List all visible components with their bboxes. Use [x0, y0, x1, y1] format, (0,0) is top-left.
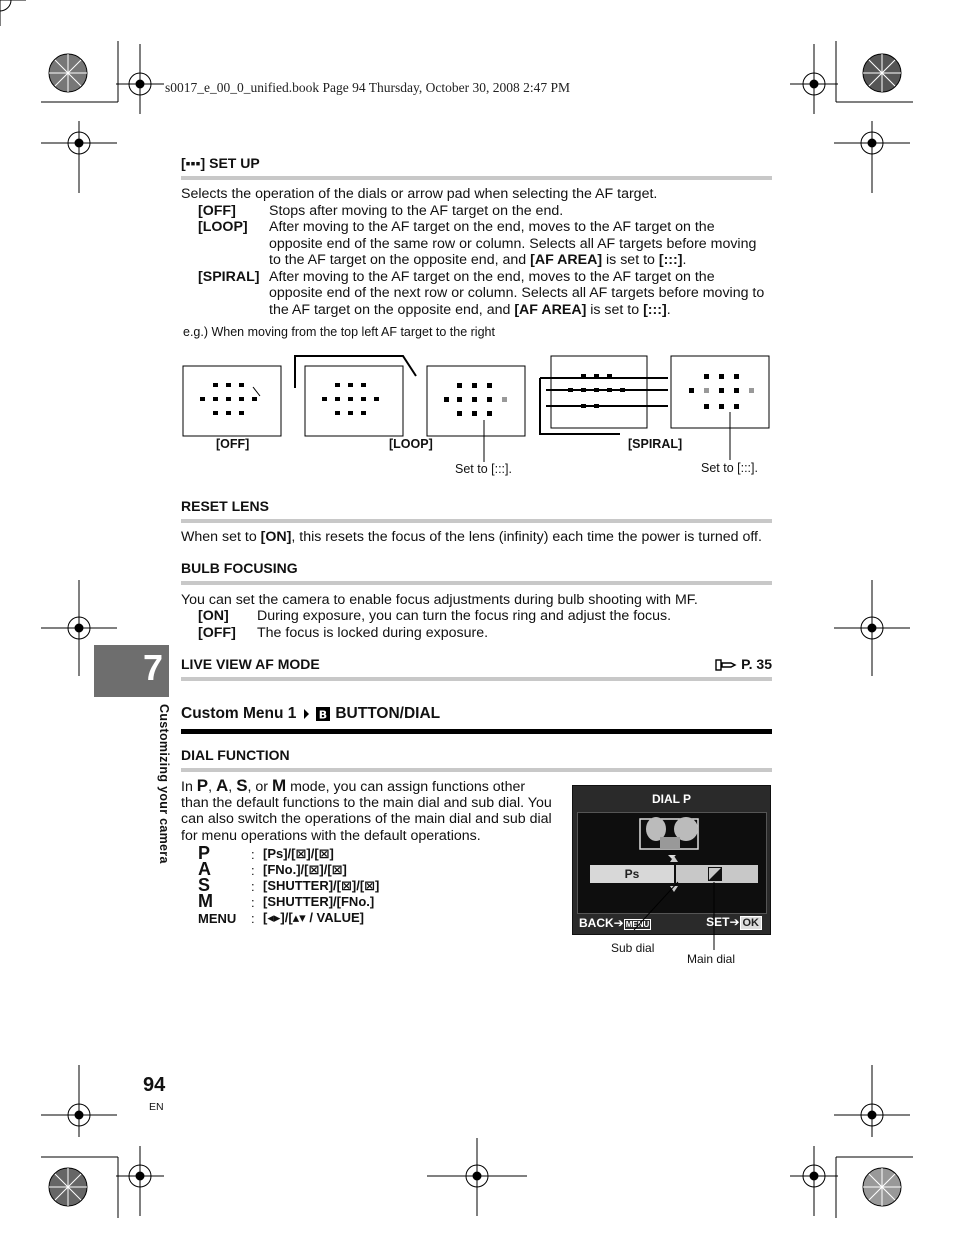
text: When set to: [181, 529, 261, 545]
mode-value: [SHUTTER]/[FNo.]: [263, 894, 375, 909]
bulb-focusing-title: BULB FOCUSING: [181, 560, 298, 576]
off-diagram-frame: [183, 366, 281, 436]
diagram-loop-label: [LOOP]: [389, 437, 433, 451]
menu-icon: MENU: [625, 920, 650, 929]
bulb-off-term: [OFF]: [198, 625, 236, 641]
loop-right-targets: [444, 383, 507, 416]
bulb-on-term: [ON]: [198, 608, 229, 624]
af-area-term: [AF AREA]: [514, 302, 587, 318]
text: , or: [247, 779, 272, 795]
setup-intro: Selects the operation of the dials or arrow pad when selecting the AF target.: [181, 186, 658, 202]
mode-m: M: [271, 776, 287, 795]
dial-line3: can also switch the operations of the main dial and sub dial: [181, 811, 552, 827]
loop-arrow-path: [295, 356, 416, 388]
svg-text:B: B: [318, 708, 328, 722]
dial-line4: for menu operations with the default operations.: [181, 828, 481, 844]
up-arrow-icon: [670, 856, 678, 862]
text: mode, you can assign functions other: [286, 779, 526, 795]
screen-back: BACK➔ MENU: [579, 916, 650, 930]
reset-lens-text: [181, 529, 762, 546]
text: .: [682, 252, 687, 268]
set-to-note-1: Set to [:::].: [455, 462, 512, 476]
af-target-icon: [▪▪▪]: [181, 155, 206, 171]
heading-bar: [181, 677, 772, 681]
diagram-spiral-label: [SPIRAL]: [628, 437, 683, 451]
heading-bar: [181, 519, 772, 523]
mode-colon: :: [251, 911, 255, 926]
text: the AF target on the opposite end, and: [269, 302, 515, 318]
screen-set: SET➔ OK: [706, 915, 762, 930]
main-dial-label: Main dial: [687, 952, 736, 966]
text: , this resets the focus of the lens (infinity) each time the power is turned off.: [291, 529, 762, 545]
custom-menu-title: Custom Menu 1: [181, 705, 297, 722]
diagram-off-label: [OFF]: [216, 437, 250, 451]
setup-loop-line1: After moving to the AF target on the end, moves to the AF target on the: [269, 219, 715, 235]
text: ,: [228, 779, 237, 795]
exposure-comp-icon: [708, 867, 722, 881]
mode-s: S: [236, 776, 248, 795]
loop-leader-line: [482, 420, 486, 462]
bulb-intro: You can set the camera to enable focus adjustments during bulb shooting with MF.: [181, 592, 698, 608]
example-caption: e.g.) When moving from the top left AF target to the right: [183, 325, 495, 339]
text: to the AF target on the opposite end, and: [269, 252, 531, 268]
mode-key: MENU: [198, 911, 237, 926]
setup-off-desc: Stops after moving to the AF target on the end.: [269, 203, 564, 219]
heading-bar: [181, 176, 772, 180]
set-to-note-2: Set to [:::].: [701, 461, 758, 475]
dial-leader-lines: [630, 880, 730, 950]
reset-lens-title: RESET LENS: [181, 498, 269, 514]
heading-rule: [181, 729, 772, 734]
loop-left-targets: [322, 383, 379, 415]
ok-icon: OK: [740, 916, 763, 930]
custom-menu-b-icon: [315, 706, 331, 722]
screen-title: DIAL P: [651, 792, 692, 806]
custom-menu-subtitle: BUTTON/DIAL: [335, 705, 441, 722]
bulb-on-desc: During exposure, you can turn the focus ring and adjust the focus.: [257, 608, 672, 624]
dial-function-title: DIAL FUNCTION: [181, 747, 290, 763]
af-target-diagrams: [180, 350, 775, 442]
mode-key: A: [198, 859, 211, 879]
reset-lens-heading: [181, 498, 772, 514]
spiral-right-targets: [689, 374, 754, 409]
mode-key: P: [198, 843, 211, 863]
mode-value: [SHUTTER]/[⊠]/[⊠]: [263, 878, 380, 893]
menu-arrow-icon: [301, 707, 311, 721]
dial-function-heading: [181, 747, 772, 763]
heading-bar: [181, 768, 772, 772]
setup-spiral-line3: [269, 302, 671, 319]
text: .: [666, 302, 671, 318]
live-view-title: LIVE VIEW AF MODE: [181, 656, 320, 672]
live-view-ref-page: P. 35: [741, 656, 772, 672]
live-view-ref[interactable]: [715, 656, 772, 672]
custom-menu-heading: [181, 705, 772, 723]
bulb-off-desc: The focus is locked during exposure.: [257, 625, 489, 641]
mode-key: S: [198, 875, 211, 895]
mode-value: [FNo.]/[⊠]/[⊠]: [263, 862, 347, 877]
spiral-leader-line: [728, 412, 732, 460]
mode-value: [Ps]/[⊠]/[⊠]: [263, 846, 334, 861]
text: is set to: [602, 252, 659, 268]
page-reference-icon: [715, 659, 737, 671]
screen-ps: Ps: [590, 865, 674, 883]
page-language: EN: [149, 1101, 164, 1113]
mode-colon: :: [251, 895, 255, 910]
chapter-number: 7: [142, 647, 163, 688]
on-term: [ON]: [260, 529, 292, 545]
mode-colon: :: [251, 863, 255, 878]
live-view-heading: [181, 656, 772, 672]
back-label: BACK: [579, 916, 614, 930]
off-targets: [200, 383, 257, 415]
chapter-side-label: Customizing your camera: [157, 704, 171, 864]
dial-line1: [181, 778, 525, 796]
af-area-term: [AF AREA]: [530, 252, 603, 268]
dial-line2: than the default functions to the main dial and sub dial. You: [181, 795, 552, 811]
mode-value: [◂▸]/[▴▾ / VALUE]: [263, 910, 364, 925]
mode-a: A: [216, 776, 229, 795]
mode-colon: :: [251, 847, 255, 862]
setup-loop-line3: [269, 252, 686, 269]
text: In: [181, 779, 197, 795]
setup-spiral-term: [SPIRAL]: [198, 269, 260, 285]
page-number: 94: [143, 1074, 166, 1096]
setup-spiral-line2: opposite end of the next row or column. Selects all AF targets before moving to: [269, 285, 765, 301]
loop-diagram-left: [305, 366, 403, 436]
text: is set to: [586, 302, 644, 318]
setup-title: SET UP: [209, 155, 260, 171]
setup-loop-term: [LOOP]: [198, 219, 248, 235]
setup-loop-line2: opposite end of the same row or column. Selects all AF targets before moving: [269, 236, 757, 252]
setup-off-term: [OFF]: [198, 203, 236, 219]
sub-dial-label: Sub dial: [611, 941, 655, 955]
mode-key: M: [198, 891, 213, 911]
all-targets-icon: [:::]: [643, 302, 667, 318]
heading-bar: [181, 581, 772, 585]
set-label: SET: [706, 915, 730, 929]
bulb-focusing-heading: [181, 560, 772, 576]
setup-heading: [181, 155, 772, 171]
mode-colon: :: [251, 879, 255, 894]
book-header: s0017_e_00_0_unified.book Page 94 Thursday, October 30, 2008 2:47 PM: [165, 80, 570, 95]
setup-spiral-line1: After moving to the AF target on the end, moves to the AF target on the: [269, 269, 715, 285]
text: ,: [208, 779, 217, 795]
mode-p: P: [196, 776, 209, 795]
all-targets-icon: [:::]: [658, 252, 683, 268]
chapter-tab: [94, 645, 169, 697]
